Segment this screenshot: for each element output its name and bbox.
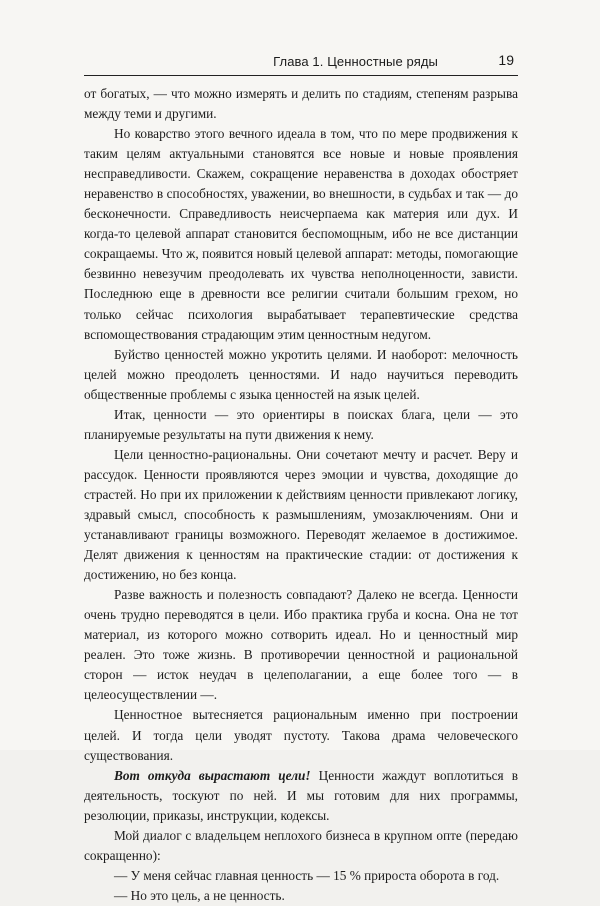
paragraph: Цели ценностно-рациональны. Они сочетают мечту и расчет. Веру и рассудок. Ценности проявляются через эмоции и чувства, доходящие до страстей. Но при их приложении к действиям ценности привлекают логику, здравый смысл, способность к размышлениям, умозаключениям. Они и устанавливают границы возможного. Переводят желаемое в достижимое. Делят движения к ценностям на практические стадии: от достижения к достижению, но без конца. xyxy=(84,446,518,583)
emphasis-text: Вот откуда вырастают цели! xyxy=(114,767,311,783)
page-number: 19 xyxy=(498,52,514,68)
paragraph: Итак, ценности — это ориентиры в поисках блага, цели — это планируемые результаты на пути движения к нему. xyxy=(84,406,518,442)
running-header xyxy=(84,54,518,74)
paragraph: Но коварство этого вечного идеала в том, что по мере продвижения к таким целям актуальными становятся все новые и новые проявления несправедливости. Скажем, сокращение неравенства в доходах обостряет неравенство в способностях, уважении, во внешности, в судьбах и так — до бесконечности. Справедливость неисчерпаема как материя или дух. И когда-то целевой аппарат становится беспомощным, ибо не все дистанции сокращаемы. Что ж, появится новый целевой аппарат: методы, помогающие безвинно невезучим преодолевать их чувства неполноценности, зависти. Последнюю еще в древности все религии считали большим грехом, но только сейчас психология вырабатывает терапевтические средства вспомоществования страдающим этим ценностным недугом. xyxy=(84,126,518,342)
body-text xyxy=(84,84,518,906)
paragraph: Мой диалог с владельцем неплохого бизнеса в крупном опте (передаю сокращенно): xyxy=(84,827,518,863)
dialog-line: — У меня сейчас главная ценность — 15 % прироста оборота в год. xyxy=(114,867,500,883)
emphasized-paragraph xyxy=(84,766,518,826)
paragraph: от богатых, — что можно измерять и делить по стадиям, степеням разрыва между теми и другими. xyxy=(84,86,518,122)
paragraph: Ценностное вытесняется рациональным именно при построении целей. И тогда цели уводят пустоту. Такова драма человеческого существования. xyxy=(84,707,518,763)
dialog-line: — Но это цель, а не ценность. xyxy=(114,887,285,903)
paragraph-rest: Ценности жаждут воплотиться в деятельность, тоскуют по ней. И мы готовим для них программы, резолюции, приказы, инструкции, кодексы. xyxy=(84,767,518,823)
chapter-title: Глава 1. Ценностные ряды xyxy=(273,54,438,69)
paragraph: Разве важность и полезность совпадают? Далеко не всегда. Ценности очень трудно переводятся в цели. Ибо практика груба и косна. Она не тот материал, из которого можно сотворить идеал. Но и ценностный мир реален. Это тоже жизнь. В противоречии ценностной и рациональной сторон — исток неудач в целеполагании, а еще более того — в целеосуществлении —. xyxy=(84,587,518,703)
header-rule xyxy=(84,75,518,76)
paragraph: Буйство ценностей можно укротить целями. И наоборот: мелочность целей можно преодолеть ценностями. И надо научиться переводить общественные проблемы с языка ценностей на язык целей. xyxy=(84,346,518,402)
